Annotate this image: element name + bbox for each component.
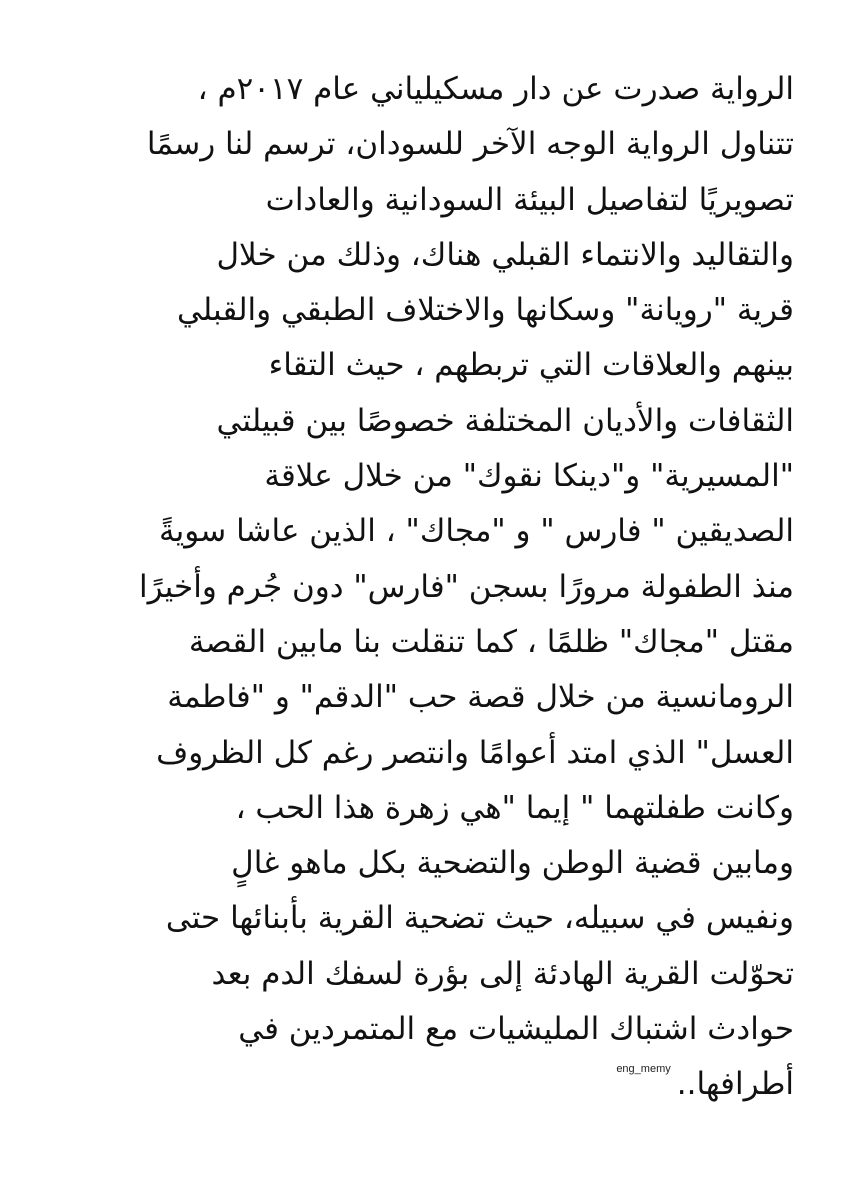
text-line-19 (50, 1057, 794, 1112)
text-line-13: العسل" الذي امتد أعوامًا وانتصر رغم كل الظروف (156, 734, 794, 771)
text-line-10: منذ الطفولة مرورًا بسجن "فارس" دون جُرم وأخيرًا (138, 568, 794, 605)
last-line-text: أطرافها.. (676, 1066, 794, 1103)
text-line-11: مقتل "مجاك" ظلمًا ، كما تنقلت بنا مابين القصة (188, 623, 794, 660)
text-line-12: الرومانسية من خلال قصة حب "الدقم" و "فاطمة (167, 679, 794, 716)
text-line-7: الثقافات والأديان المختلفة خصوصًا بين قبيلتي (216, 402, 794, 439)
text-line-8: "المسيرية" و"دينكا نقوك" من خلال علاقة (264, 458, 794, 495)
text-line-5: قرية "رويانة" وسكانها والاختلاف الطبقي والقبلي (176, 292, 794, 329)
book-review-text (50, 62, 794, 1113)
text-line-14: وكانت طفلتهما " إيما "هي زهرة هذا الحب ، (235, 789, 794, 826)
text-line-9: الصديقين " فارس " و "مجاك" ، الذين عاشا سويةً (158, 513, 794, 550)
text-line-18: حوادث اشتباك المليشيات مع المتمردين في (238, 1011, 794, 1048)
text-line-15: ومابين قضية الوطن والتضحية بكل ماهو غالٍ (231, 845, 794, 882)
text-line-2: تتناول الرواية الوجه الآخر للسودان، ترسم لنا رسمًا (146, 126, 794, 163)
text-line-16: ونفيس في سبيله، حيث تضحية القرية بأبنائها حتى (165, 900, 794, 937)
text-line-3: تصويريًا لتفاصيل البيئة السودانية والعادات (265, 181, 794, 218)
text-line-17: تحوّلت القرية الهادئة إلى بؤرة لسفك الدم بعد (211, 955, 794, 992)
text-line-4: والتقاليد والانتماء القبلي هناك، وذلك من خلال (216, 236, 794, 273)
text-line-1: الرواية صدرت عن دار مسكيلياني عام ٢٠١٧م ، (197, 71, 794, 107)
text-line-6: بينهم والعلاقات التي تربطهم ، حيث التقاء (268, 347, 794, 384)
author-watermark: eng_memy (616, 1063, 671, 1076)
